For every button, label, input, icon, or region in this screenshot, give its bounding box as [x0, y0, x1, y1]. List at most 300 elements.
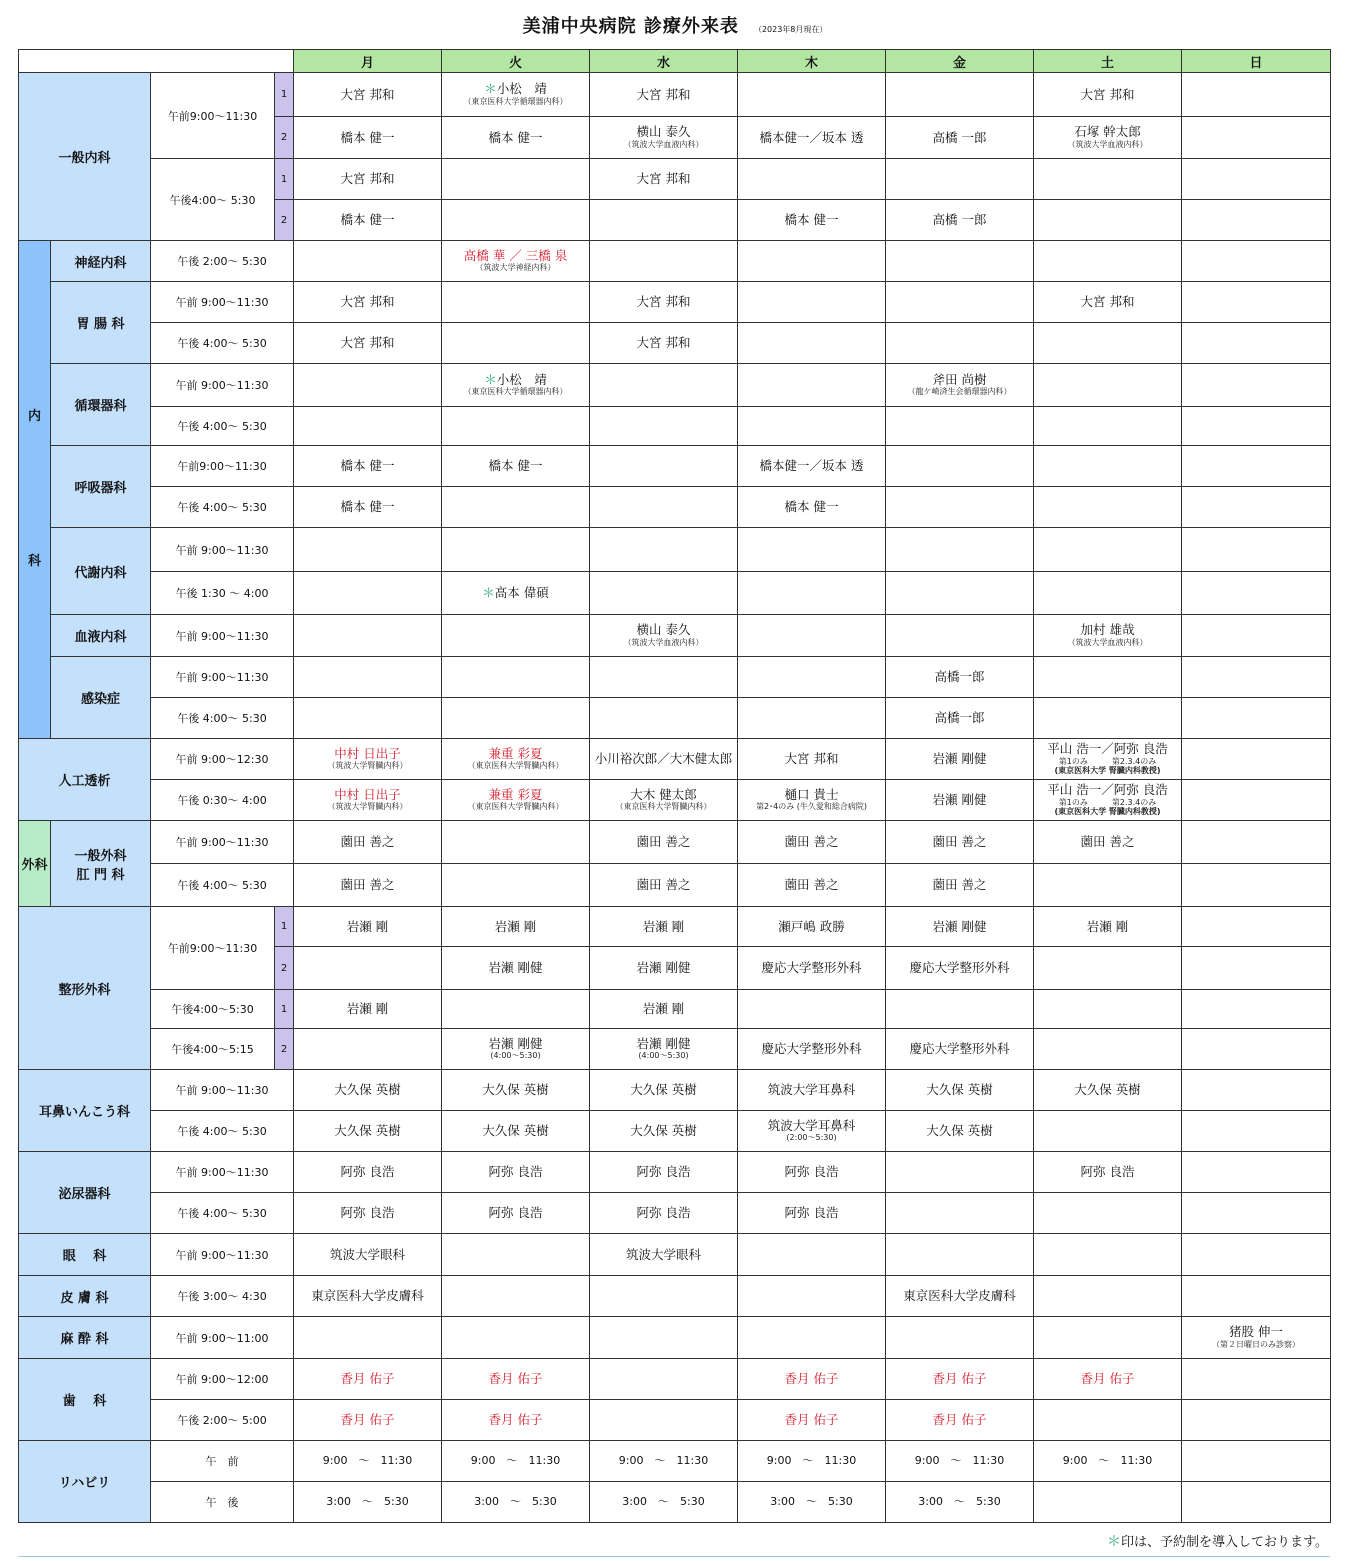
doctor-cell: 大久保 英樹	[442, 1111, 590, 1152]
affiliation: （筑波大学血液内科）	[1067, 637, 1148, 647]
empty-cell	[294, 407, 442, 446]
empty-cell	[1182, 657, 1331, 698]
doctor-cell	[590, 780, 738, 821]
doctor-cell: 高橋一郎	[886, 657, 1034, 698]
group-geka: 外科	[19, 821, 51, 907]
time-cell: 午後 4:00～ 5:30	[151, 1111, 294, 1152]
doctor-cell	[442, 780, 590, 821]
affiliation: （筑波大学血液内科）	[623, 139, 704, 149]
affiliation: （東京医科大学循環器内科）	[463, 387, 568, 397]
doctor-cell: 岩瀬 剛健	[590, 947, 738, 990]
time-range-cell: 9:00 ～ 11:30	[738, 1441, 886, 1482]
as-of-date: （2023年8月現在）	[753, 25, 828, 34]
empty-cell	[442, 282, 590, 323]
empty-cell	[590, 572, 738, 615]
doctor-cell: 岩瀬 剛	[294, 990, 442, 1029]
doctor-name: 兼重 彩夏	[488, 745, 543, 761]
doctor-cell: 岩瀬 剛	[590, 990, 738, 1029]
empty-cell	[1034, 487, 1182, 528]
time-cell: 午前 9:00～12:30	[151, 739, 294, 780]
empty-cell	[590, 487, 738, 528]
empty-cell	[590, 241, 738, 282]
slot-number: 1	[275, 73, 294, 117]
time-cell: 午後 3:00～ 4:30	[151, 1276, 294, 1317]
affiliation: （東京医科大学腎臓内科）	[467, 761, 564, 771]
time-range-cell: 9:00 ～ 11:30	[442, 1441, 590, 1482]
doctor-cell: 大久保 英樹	[886, 1111, 1034, 1152]
affiliation: （東京医科大学腎臓内科）	[615, 802, 712, 812]
empty-cell	[1182, 1400, 1331, 1441]
doctor-cell: 薗田 善之	[590, 864, 738, 907]
reservation-star-icon: ＊	[484, 371, 497, 387]
doctor-cell: 阿弥 良浩	[590, 1152, 738, 1193]
dept-hifu: 皮 膚 科	[19, 1276, 151, 1317]
doctor-cell: 香月 佑子	[1034, 1359, 1182, 1400]
affiliation: （筑波大学腎臓内科）	[327, 802, 408, 812]
doctor-name: 猪股 伸一	[1229, 1324, 1283, 1340]
table-row	[19, 1482, 1331, 1523]
dept-junkanki: 循環器科	[51, 364, 151, 446]
doctor-cell: 薗田 善之	[738, 864, 886, 907]
time-cell: 午前 9:00～11:00	[151, 1317, 294, 1359]
empty-cell	[886, 282, 1034, 323]
doctor-cell: 大宮 邦和	[590, 323, 738, 364]
empty-cell	[1182, 1276, 1331, 1317]
empty-cell	[1182, 615, 1331, 657]
empty-cell	[442, 528, 590, 572]
slot-number: 2	[275, 117, 294, 159]
doctor-cell: 慶応大学整形外科	[886, 947, 1034, 990]
doctor-cell	[442, 364, 590, 407]
table-row	[19, 572, 1331, 615]
doctor-cell	[1034, 117, 1182, 159]
empty-cell	[1182, 364, 1331, 407]
time-cell: 午後 4:00～ 5:30	[151, 323, 294, 364]
time-range-cell: 9:00 ～ 11:30	[886, 1441, 1034, 1482]
slot-number: 1	[275, 907, 294, 947]
doctor-name: 樋口 貴士	[784, 786, 839, 802]
doctor-cell: 大宮 邦和	[294, 323, 442, 364]
dept-jibi: 耳鼻いんこう科	[19, 1070, 151, 1152]
empty-cell	[442, 1276, 590, 1317]
reservation-star-icon: ＊	[484, 81, 497, 97]
note: （第２日曜日のみ診察）	[1212, 1339, 1300, 1349]
empty-cell	[442, 407, 590, 446]
table-row	[19, 1029, 1331, 1070]
doctor-name: 高本 偉碩	[494, 585, 549, 601]
doctor-cell: 橋本 健一	[442, 117, 590, 159]
time-cell: 午後 4:00～ 5:30	[151, 407, 294, 446]
affiliation: （龍ケ崎済生会循環器内科）	[907, 387, 1012, 397]
empty-cell	[1182, 200, 1331, 241]
doctor-name: 小松 靖	[496, 371, 547, 387]
doctor-cell: 橋本健一／坂本 透	[738, 446, 886, 487]
empty-cell	[1182, 1152, 1331, 1193]
doctor-cell: 薗田 善之	[590, 821, 738, 864]
time-cell: 午後 1:30 ～ 4:00	[151, 572, 294, 615]
doctor-cell: 慶応大学整形外科	[886, 1029, 1034, 1070]
time-cell: 午前9:00～11:30	[151, 73, 275, 159]
doctor-cell: 慶応大学整形外科	[738, 1029, 886, 1070]
empty-cell	[1182, 1482, 1331, 1523]
doctor-cell	[442, 73, 590, 117]
empty-cell	[886, 323, 1034, 364]
time-cell: 午前 9:00～11:30	[151, 282, 294, 323]
slot-number: 2	[275, 947, 294, 990]
empty-cell	[590, 446, 738, 487]
empty-cell	[886, 159, 1034, 200]
dept-shika: 歯 科	[19, 1359, 151, 1441]
dept-icho: 胃 腸 科	[51, 282, 151, 364]
dept-kokyuki: 呼吸器科	[51, 446, 151, 528]
empty-cell	[590, 1359, 738, 1400]
empty-cell	[1182, 487, 1331, 528]
empty-cell	[442, 657, 590, 698]
empty-cell	[1182, 947, 1331, 990]
affiliation: （筑波大学腎臓内科）	[327, 761, 408, 771]
time-cell: 午後4:00～5:15	[151, 1029, 275, 1070]
doctor-name: 横山 泰久	[636, 622, 691, 638]
empty-cell	[738, 364, 886, 407]
empty-cell	[1182, 446, 1331, 487]
dept-riha: リハビリ	[19, 1441, 151, 1523]
time-cell: 午後 2:00～ 5:30	[151, 241, 294, 282]
empty-cell	[294, 241, 442, 282]
table-row	[19, 1152, 1331, 1193]
empty-cell	[886, 407, 1034, 446]
doctor-cell: 薗田 善之	[738, 821, 886, 864]
doctor-cell: 大久保 英樹	[590, 1070, 738, 1111]
empty-cell	[1034, 528, 1182, 572]
empty-cell	[1182, 528, 1331, 572]
time-range-cell: 3:00 ～ 5:30	[590, 1482, 738, 1523]
empty-cell	[1034, 1276, 1182, 1317]
empty-cell	[1034, 1400, 1182, 1441]
doctor-cell: 大久保 英樹	[294, 1070, 442, 1111]
empty-cell	[294, 615, 442, 657]
doctor-cell: 岩瀬 剛	[442, 907, 590, 947]
doctor-cell: 橋本 健一	[294, 487, 442, 528]
doctor-cell: 東京医科大学皮膚科	[886, 1276, 1034, 1317]
doctor-cell: 高橋 一郎	[886, 200, 1034, 241]
reservation-star-icon: ＊	[1107, 1534, 1122, 1550]
affiliation: (東京医科大学 腎臓内科教授)	[1054, 806, 1161, 816]
doctor-cell: 大久保 英樹	[590, 1111, 738, 1152]
dept-shinkei: 神経内科	[51, 241, 151, 282]
time-cell: 午後 4:00～ 5:30	[151, 698, 294, 739]
table-row	[19, 1400, 1331, 1441]
time-cell: 午前 9:00～11:30	[151, 821, 294, 864]
table-row	[19, 1111, 1331, 1152]
header-corner	[19, 50, 294, 73]
doctor-cell: 瀬戸嶋 政勝	[738, 907, 886, 947]
doctor-cell: 高橋 一郎	[886, 117, 1034, 159]
doctor-cell: 香月 佑子	[738, 1359, 886, 1400]
table-row	[19, 323, 1331, 364]
time-cell: 午前9:00～11:30	[151, 446, 294, 487]
time-range-cell: 3:00 ～ 5:30	[738, 1482, 886, 1523]
empty-cell	[1034, 241, 1182, 282]
empty-cell	[590, 1276, 738, 1317]
empty-cell	[886, 1234, 1034, 1276]
dept-seikei: 整形外科	[19, 907, 151, 1070]
doctor-cell: 岩瀬 剛健	[886, 780, 1034, 821]
empty-cell	[886, 241, 1034, 282]
doctor-cell: 大久保 英樹	[1034, 1070, 1182, 1111]
empty-cell	[886, 446, 1034, 487]
doctor-cell	[442, 1029, 590, 1070]
table-row	[19, 1276, 1331, 1317]
doctor-name: 大木 健太郎	[630, 786, 697, 802]
empty-cell	[738, 241, 886, 282]
empty-cell	[1182, 1029, 1331, 1070]
empty-cell	[294, 1317, 442, 1359]
doctor-cell: 大宮 邦和	[590, 282, 738, 323]
doctor-cell	[1034, 739, 1182, 780]
doctor-cell: 大久保 英樹	[442, 1070, 590, 1111]
day-wed: 水	[590, 50, 738, 73]
doctor-cell: 橋本 健一	[294, 117, 442, 159]
empty-cell	[1034, 947, 1182, 990]
empty-cell	[1182, 282, 1331, 323]
footer-note	[1107, 1531, 1328, 1551]
time-cell: 午後 4:00～ 5:30	[151, 487, 294, 528]
table-row	[19, 241, 1331, 282]
time-cell: 午後4:00～ 5:30	[151, 159, 275, 241]
empty-cell	[886, 528, 1034, 572]
empty-cell	[1034, 698, 1182, 739]
empty-cell	[294, 1029, 442, 1070]
doctor-name: 高橋 華 ／ 三橋 泉	[463, 247, 568, 263]
time-cell: 午前 9:00～11:30	[151, 1070, 294, 1111]
table-row	[19, 528, 1331, 572]
dept-masui: 麻 酔 科	[19, 1317, 151, 1359]
doctor-cell: 香月 佑子	[886, 1359, 1034, 1400]
table-row	[19, 1441, 1331, 1482]
empty-cell	[1034, 407, 1182, 446]
empty-cell	[590, 1400, 738, 1441]
empty-cell	[738, 698, 886, 739]
empty-cell	[442, 864, 590, 907]
empty-cell	[1034, 1111, 1182, 1152]
note: (2:00～5:30)	[786, 1133, 837, 1143]
doctor-cell: 岩瀬 剛	[294, 907, 442, 947]
dept-ketsueki: 血液内科	[51, 615, 151, 657]
empty-cell	[294, 698, 442, 739]
time-cell: 午前 9:00～11:30	[151, 364, 294, 407]
affiliation: （東京医科大学循環器内科）	[463, 96, 568, 106]
empty-cell	[1034, 657, 1182, 698]
time-range-cell: 9:00 ～ 11:30	[590, 1441, 738, 1482]
doctor-cell: 橋本 健一	[738, 200, 886, 241]
empty-cell	[738, 990, 886, 1029]
doctor-name: 岩瀬 剛健	[488, 1035, 543, 1051]
empty-cell	[886, 73, 1034, 117]
time-cell: 午前 9:00～11:30	[151, 528, 294, 572]
doctor-cell: 香月 佑子	[738, 1400, 886, 1441]
doctor-cell: 大久保 英樹	[294, 1111, 442, 1152]
empty-cell	[1034, 446, 1182, 487]
doctor-cell: 橋本 健一	[294, 200, 442, 241]
empty-cell	[1182, 1441, 1331, 1482]
doctor-cell	[442, 739, 590, 780]
table-row	[19, 780, 1331, 821]
doctor-cell: 香月 佑子	[294, 1400, 442, 1441]
empty-cell	[738, 1276, 886, 1317]
empty-cell	[1182, 780, 1331, 821]
empty-cell	[590, 528, 738, 572]
table-row	[19, 1234, 1331, 1276]
empty-cell	[590, 698, 738, 739]
doctor-cell: 大宮 邦和	[738, 739, 886, 780]
doctor-cell: 薗田 善之	[294, 864, 442, 907]
doctor-cell: 橋本 健一	[738, 487, 886, 528]
page-title: 美浦中央病院 診療外来表	[522, 16, 739, 37]
time-range-cell: 3:00 ～ 5:30	[442, 1482, 590, 1523]
empty-cell	[738, 1234, 886, 1276]
doctor-name: 加村 雄哉	[1080, 622, 1135, 638]
empty-cell	[1034, 1029, 1182, 1070]
empty-cell	[738, 1317, 886, 1359]
doctor-cell: 慶応大学整形外科	[738, 947, 886, 990]
doctor-cell: 橋本健一／坂本 透	[738, 117, 886, 159]
note: 第2･4のみ (牛久愛和総合病院)	[756, 802, 867, 812]
time-cell: 午前 9:00～11:30	[151, 1234, 294, 1276]
empty-cell	[1182, 864, 1331, 907]
doctor-cell: 小川裕次郎／大木健太郎	[590, 739, 738, 780]
doctor-cell	[1182, 1317, 1331, 1359]
affiliation: （筑波大学血液内科）	[623, 637, 704, 647]
empty-cell	[294, 528, 442, 572]
doctor-name: 筑波大学耳鼻科	[767, 1117, 856, 1133]
doctor-cell: 大宮 邦和	[294, 73, 442, 117]
doctor-cell: 阿弥 良浩	[738, 1152, 886, 1193]
doctor-cell: 岩瀬 剛健	[886, 739, 1034, 780]
doctor-name: 兼重 彩夏	[488, 786, 543, 802]
doctor-cell: 橋本 健一	[294, 446, 442, 487]
doctor-cell: 阿弥 良浩	[442, 1152, 590, 1193]
doctor-cell	[738, 780, 886, 821]
time-cell: 午 後	[151, 1482, 294, 1523]
note-first: 第1のみ	[1058, 798, 1088, 808]
empty-cell	[1182, 907, 1331, 947]
doctor-cell	[442, 572, 590, 615]
empty-cell	[738, 159, 886, 200]
empty-cell	[442, 990, 590, 1029]
empty-cell	[1034, 1317, 1182, 1359]
affiliation: (東京医科大学 腎臓内科教授)	[1054, 765, 1161, 775]
doctor-cell	[442, 241, 590, 282]
doctor-cell: 大宮 邦和	[294, 282, 442, 323]
time-range-cell: 9:00 ～ 11:30	[1034, 1441, 1182, 1482]
doctor-cell: 香月 佑子	[294, 1359, 442, 1400]
table-row	[19, 1070, 1331, 1111]
empty-cell	[1182, 698, 1331, 739]
empty-cell	[738, 657, 886, 698]
day-mon: 月	[294, 50, 442, 73]
empty-cell	[442, 487, 590, 528]
empty-cell	[442, 615, 590, 657]
header	[0, 12, 1350, 38]
doctor-cell: 大宮 邦和	[1034, 73, 1182, 117]
doctor-cell: 橋本 健一	[442, 446, 590, 487]
empty-cell	[1034, 1234, 1182, 1276]
doctor-cell: 岩瀬 剛健	[886, 907, 1034, 947]
time-cell: 午 前	[151, 1441, 294, 1482]
day-tue: 火	[442, 50, 590, 73]
doctor-cell	[590, 615, 738, 657]
empty-cell	[1182, 159, 1331, 200]
empty-cell	[1182, 241, 1331, 282]
doctor-cell: 阿弥 良浩	[294, 1193, 442, 1234]
empty-cell	[1182, 1359, 1331, 1400]
doctor-cell: 大久保 英樹	[886, 1070, 1034, 1111]
doctor-cell: 薗田 善之	[1034, 821, 1182, 864]
empty-cell	[1182, 821, 1331, 864]
empty-cell	[590, 657, 738, 698]
empty-cell	[442, 159, 590, 200]
doctor-cell	[886, 364, 1034, 407]
empty-cell	[1182, 572, 1331, 615]
day-sat: 土	[1034, 50, 1182, 73]
time-cell: 午後 4:00～ 5:30	[151, 1193, 294, 1234]
doctor-cell	[1034, 780, 1182, 821]
empty-cell	[738, 73, 886, 117]
empty-cell	[886, 990, 1034, 1029]
empty-cell	[1034, 1482, 1182, 1523]
time-cell: 午前 9:00～11:30	[151, 615, 294, 657]
empty-cell	[1034, 572, 1182, 615]
empty-cell	[590, 200, 738, 241]
note: (4:00～5:30)	[490, 1051, 541, 1061]
empty-cell	[1034, 864, 1182, 907]
table-row	[19, 739, 1331, 780]
doctor-cell: 阿弥 良浩	[1034, 1152, 1182, 1193]
empty-cell	[1182, 1193, 1331, 1234]
doctor-cell: 岩瀬 剛	[1034, 907, 1182, 947]
table-row	[19, 159, 1331, 200]
empty-cell	[1034, 159, 1182, 200]
affiliation: （東京医科大学腎臓内科）	[467, 802, 564, 812]
table-row	[19, 487, 1331, 528]
empty-cell	[590, 1317, 738, 1359]
empty-cell	[442, 698, 590, 739]
table-row	[19, 407, 1331, 446]
doctor-cell: 香月 佑子	[886, 1400, 1034, 1441]
empty-cell	[294, 572, 442, 615]
affiliation: （筑波大学神経内科）	[475, 263, 556, 273]
bottom-divider	[18, 1556, 1330, 1561]
empty-cell	[1034, 364, 1182, 407]
empty-cell	[442, 323, 590, 364]
doctor-cell: 大宮 邦和	[1034, 282, 1182, 323]
doctor-cell: 香月 佑子	[442, 1400, 590, 1441]
group-label: 内 科	[27, 408, 41, 570]
doctor-cell: 香月 佑子	[442, 1359, 590, 1400]
empty-cell	[590, 407, 738, 446]
empty-cell	[442, 821, 590, 864]
empty-cell	[442, 200, 590, 241]
table-row	[19, 1193, 1331, 1234]
doctor-name: 斧田 尚樹	[932, 371, 987, 387]
doctor-cell: 大宮 邦和	[294, 159, 442, 200]
table-row	[19, 282, 1331, 323]
empty-cell	[1182, 73, 1331, 117]
dept-ippan-geka: 一般外科	[74, 848, 127, 864]
table-row	[19, 73, 1331, 117]
time-range-cell: 3:00 ～ 5:30	[886, 1482, 1034, 1523]
slot-number: 2	[275, 200, 294, 241]
